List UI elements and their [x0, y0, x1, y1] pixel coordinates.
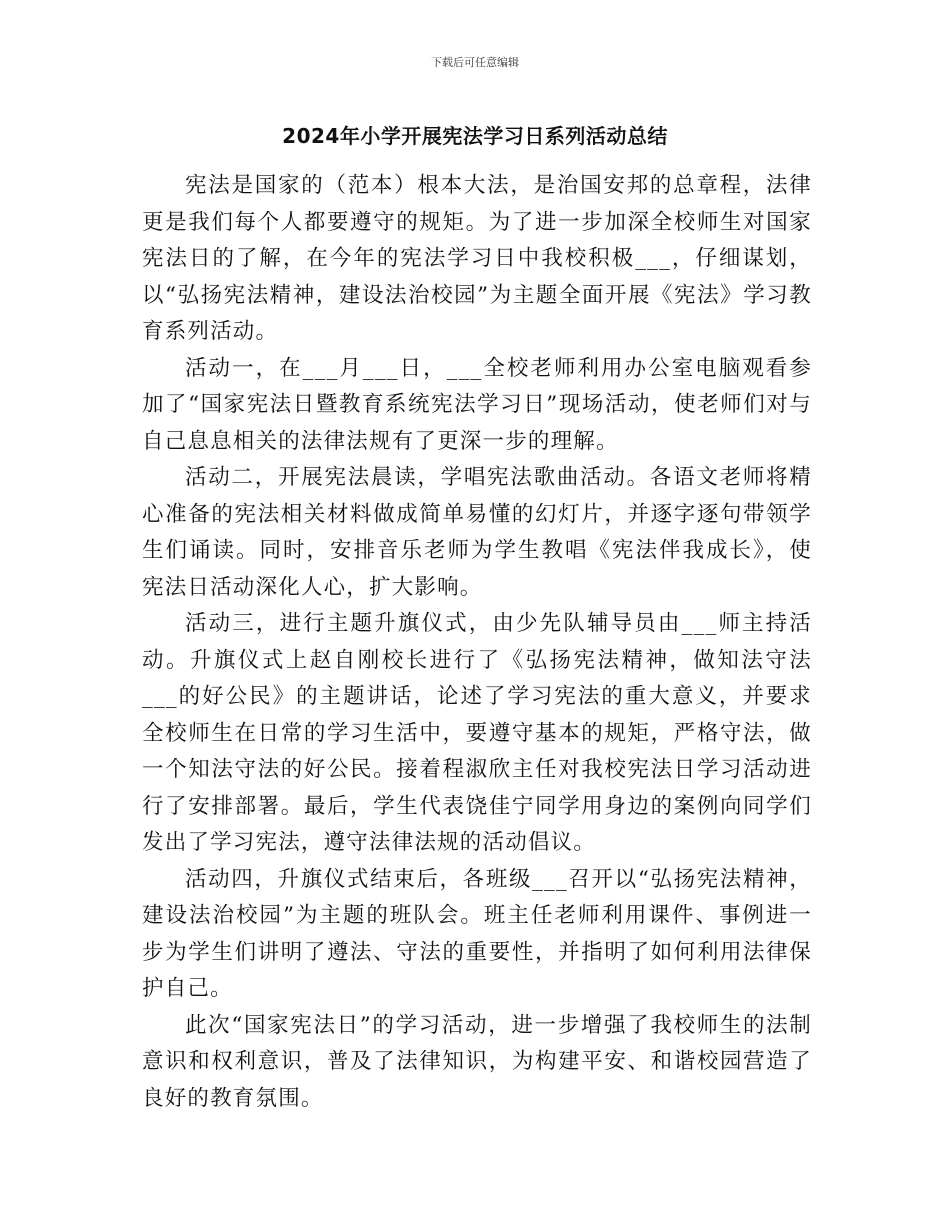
paragraph-activity-1: 活动一，在___月___日，___全校老师利用办公室电脑观看参加了“国家宪法日暨教育系统宪法学习日”现场活动，使老师们对与自己息息相关的法律法规有了更深一步的理解。: [142, 355, 812, 454]
paragraph-intro: 宪法是国家的（范本）根本大法，是治国安邦的总章程，法律更是我们每个人都要遵守的规矩。为了进一步加深全校师生对国家宪法日的了解，在今年的宪法学习日中我校积极___，仔细谋划，以“弘扬宪法精神，建设法治校园”为主题全面开展《宪法》学习教育系列活动。: [142, 173, 812, 344]
paragraph-activity-3: 活动三，进行主题升旗仪式，由少先队辅导员由___师主持活动。升旗仪式上赵自刚校长进行了《弘扬宪法精神，做知法守法___的好公民》的主题讲话，论述了学习宪法的重大意义，并要求全校师生在日常的学习生活中，要遵守基本的规矩，严格守法，做一个知法守法的好公民。接着程淑欣主任对我校宪法日学习活动进行了安排部署。最后，学生代表饶佳宁同学用身边的案例向同学们发出了学习宪法，遵守法律法规的活动倡议。: [142, 611, 812, 855]
paragraph-activity-4: 活动四，升旗仪式结束后，各班级___召开以“弘扬宪法精神，建设法治校园”为主题的班队会。班主任老师利用课件、事例进一步为学生们讲明了遵法、守法的重要性，并指明了如何利用法律保护自己。: [142, 866, 812, 1001]
paragraph-activity-2: 活动二，开展宪法晨读，学唱宪法歌曲活动。各语文老师将精心准备的宪法相关材料做成简单易懂的幻灯片，并逐字逐句带领学生们诵读。同时，安排音乐老师为学生教唱《宪法伴我成长》，使宪法日活动深化人心，扩大影响。: [142, 465, 812, 600]
document-body: [142, 168, 812, 1117]
document-title: 2024年小学开展宪法学习日系列活动总结: [282, 124, 668, 148]
paragraph-conclusion: 此次“国家宪法日”的学习活动，进一步增强了我校师生的法制意识和权利意识，普及了法律知识，为构建平安、和谐校园营造了良好的教育氛围。: [142, 1012, 812, 1111]
header-note: 下载后可任意编辑: [431, 56, 519, 69]
